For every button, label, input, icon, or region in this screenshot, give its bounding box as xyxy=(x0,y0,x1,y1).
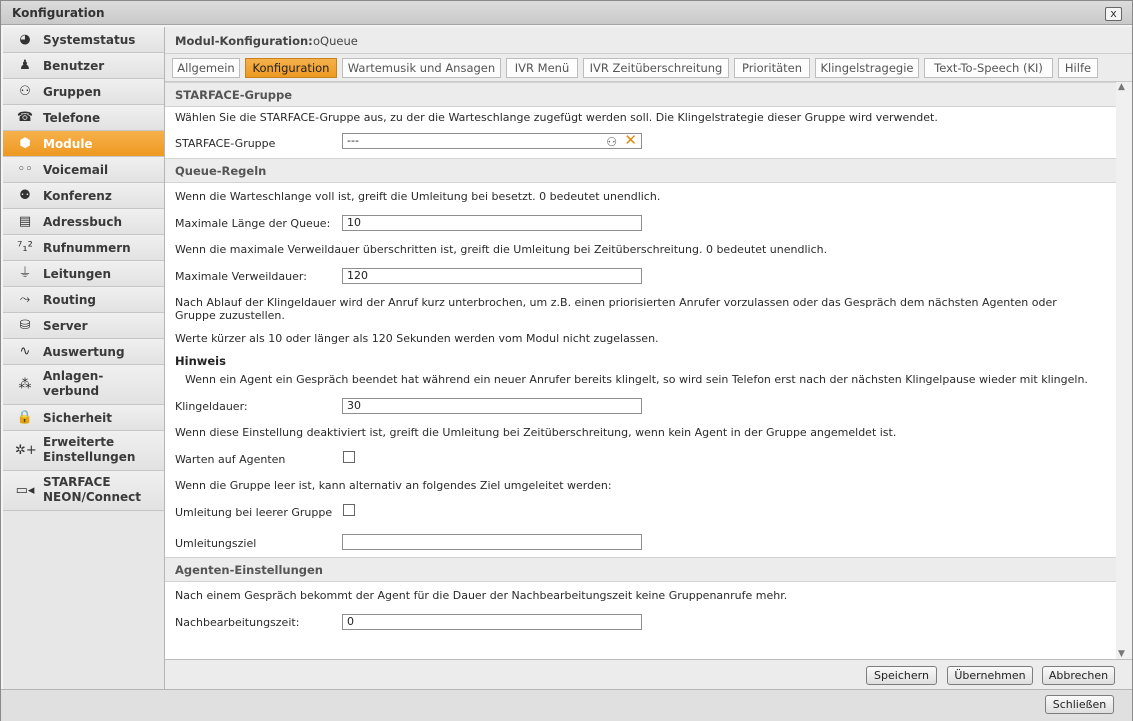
module-name: oQueue xyxy=(313,34,358,48)
group-description: Wählen Sie die STARFACE-Gruppe aus, zu der die Warteschlange zugefügt werden soll. Die Klingelstrategie dieser Gruppe wird verwendet. xyxy=(175,111,938,124)
plug-icon: ⏚ xyxy=(18,266,32,281)
tab-item[interactable]: Hilfe xyxy=(1058,58,1098,78)
clear-icon[interactable]: ✕ xyxy=(624,131,637,149)
advanced-settings-icon: ✲+ xyxy=(15,443,37,458)
sidebar-item[interactable] xyxy=(3,131,164,157)
config-content xyxy=(165,82,1116,659)
cube-icon: ⬢ xyxy=(19,136,31,151)
sidebar-item[interactable] xyxy=(3,365,164,405)
sidebar-item[interactable] xyxy=(3,261,164,287)
sidebar-item-label: Auswertung xyxy=(43,345,125,359)
content-scrollbar[interactable] xyxy=(1116,82,1132,659)
section-queue-header xyxy=(165,158,1116,183)
group-icon: ⚇ xyxy=(19,84,31,99)
close-button[interactable]: Schließen xyxy=(1045,695,1114,714)
sidebar-item[interactable] xyxy=(3,431,164,471)
action-footer xyxy=(165,659,1132,689)
max-stay-input[interactable]: 120 xyxy=(342,268,642,284)
tab-item[interactable]: Prioritäten xyxy=(734,58,810,78)
addressbook-icon: ▤ xyxy=(18,214,32,229)
camera-icon: ▭◂ xyxy=(15,483,35,498)
sidebar xyxy=(3,27,165,689)
sidebar-item-label: Voicemail xyxy=(43,163,109,177)
tab-item[interactable]: IVR Menü xyxy=(506,58,578,78)
sidebar-item-label: Anlagen- xyxy=(43,369,104,383)
redirect-empty-checkbox[interactable] xyxy=(343,504,355,516)
voicemail-icon: ◦◦ xyxy=(17,162,33,177)
tab-item[interactable]: Text-To-Speech (KI) xyxy=(924,58,1053,78)
window-close-button[interactable]: x xyxy=(1105,7,1122,21)
group-field-label: STARFACE-Gruppe xyxy=(175,137,276,150)
sidebar-item-label: STARFACE xyxy=(43,475,111,489)
sidebar-item-label: Gruppen xyxy=(43,85,102,99)
main-panel xyxy=(165,27,1132,689)
max-length-label: Maximale Länge der Queue: xyxy=(175,217,331,230)
max-length-input[interactable]: 10 xyxy=(342,215,642,231)
numbers-icon: ⁷₁² xyxy=(17,240,33,255)
tab-item[interactable]: Konfiguration xyxy=(245,58,337,78)
sidebar-item-label: Benutzer xyxy=(43,59,105,73)
sidebar-item[interactable] xyxy=(3,79,164,105)
sidebar-item-label: Systemstatus xyxy=(43,33,136,47)
sidebar-item-label: Leitungen xyxy=(43,267,111,281)
module-header xyxy=(165,27,1132,54)
section-queue-title: Queue-Regeln xyxy=(175,164,267,178)
server-icon: ⛁ xyxy=(19,318,31,333)
window-bottombar xyxy=(1,689,1132,721)
redirect-target-label: Umleitungsziel xyxy=(175,537,257,550)
save-button[interactable]: Speichern xyxy=(866,666,937,685)
user-icon: ♟ xyxy=(19,58,31,73)
sidebar-item-label: Routing xyxy=(43,293,97,307)
tab-item[interactable]: Klingelstragegie xyxy=(815,58,919,78)
hint-text: Wenn ein Agent ein Gespräch beendet hat während ein neuer Anrufer bereits klingelt, so wird sein Telefon erst nach der nächsten Klingelpause wieder mit klingeln. xyxy=(185,373,1088,386)
ring-duration-label: Klingeldauer: xyxy=(175,400,248,413)
window-title: Konfiguration xyxy=(12,6,105,20)
phone-icon: ☎ xyxy=(16,110,34,125)
chart-icon: ∿ xyxy=(19,344,31,359)
queue-desc-agents: Wenn diese Einstellung deaktiviert ist, greift die Umleitung bei Zeitüberschreitung, wenn kein Agent in der Gruppe angemeldet ist. xyxy=(175,426,897,439)
sidebar-item-label: Erweiterte xyxy=(43,435,115,449)
queue-desc-ring: Nach Ablauf der Klingeldauer wird der Anruf kurz unterbrochen, um z.B. einen priorisierten Anrufer vorzulassen oder das Gespräch dem nächsten Agenten oder Gruppe zuzustellen. xyxy=(175,296,1057,322)
section-group-title: STARFACE-Gruppe xyxy=(175,88,293,102)
sidebar-item-label-line2: Einstellungen xyxy=(43,450,136,464)
scroll-down-icon[interactable]: ▼ xyxy=(1118,649,1125,659)
sidebar-item[interactable] xyxy=(3,183,164,209)
sidebar-item[interactable] xyxy=(3,209,164,235)
agent-description: Nach einem Gespräch bekommt der Agent für die Dauer der Nachbearbeitungszeit keine Gruppenanrufe mehr. xyxy=(175,589,788,602)
post-processing-label: Nachbearbeitungszeit: xyxy=(175,616,300,629)
group-select-value: --- xyxy=(347,134,359,147)
module-header-label: Modul-Konfiguration: xyxy=(175,34,313,48)
sidebar-item[interactable] xyxy=(3,53,164,79)
max-stay-label: Maximale Verweildauer: xyxy=(175,270,307,283)
sidebar-item[interactable] xyxy=(3,235,164,261)
post-processing-input[interactable]: 0 xyxy=(342,614,642,630)
hint-title: Hinweis xyxy=(175,354,226,368)
network-icon: ⁂ xyxy=(18,377,32,392)
apply-button[interactable]: Übernehmen xyxy=(947,666,1033,685)
scroll-up-icon[interactable]: ▲ xyxy=(1118,82,1125,92)
sidebar-item[interactable] xyxy=(3,27,164,53)
sidebar-item-label-line2: verbund xyxy=(43,384,100,398)
sidebar-item-label: Rufnummern xyxy=(43,241,131,255)
queue-desc-full: Wenn die Warteschlange voll ist, greift die Umleitung bei besetzt. 0 bedeutet unendlich. xyxy=(175,190,661,203)
sidebar-item[interactable] xyxy=(3,105,164,131)
sidebar-item-label: Adressbuch xyxy=(43,215,123,229)
lock-icon: 🔒 xyxy=(16,410,34,425)
cancel-button[interactable]: Abbrechen xyxy=(1042,666,1115,685)
sidebar-item[interactable] xyxy=(3,313,164,339)
redirect-target-input[interactable] xyxy=(342,534,642,550)
wait-for-agents-checkbox[interactable] xyxy=(343,451,355,463)
sidebar-item-label: Server xyxy=(43,319,88,333)
window-titlebar xyxy=(1,1,1132,25)
redirect-empty-label: Umleitung bei leerer Gruppe xyxy=(175,506,333,519)
sidebar-item-label: Sicherheit xyxy=(43,411,112,425)
tab-bar xyxy=(165,54,1132,82)
sidebar-item-label: Module xyxy=(43,137,93,151)
group-select-field[interactable] xyxy=(342,133,642,149)
conference-icon: ⚉ xyxy=(19,188,31,203)
sidebar-item[interactable] xyxy=(3,471,164,511)
tab-item[interactable]: Allgemein xyxy=(172,58,240,78)
sidebar-item-label: Konferenz xyxy=(43,189,112,203)
queue-desc-limits: Werte kürzer als 10 oder länger als 120 Sekunden werden vom Modul nicht zugelassen. xyxy=(175,332,659,345)
tab-item[interactable]: Wartemusik und Ansagen xyxy=(342,58,501,78)
sidebar-item-label: Telefone xyxy=(43,111,101,125)
sidebar-item-label-line2: NEON/Connect xyxy=(43,490,141,504)
queue-desc-timeout: Wenn die maximale Verweildauer überschritten ist, greift die Umleitung bei Zeitüberschreitung. 0 bedeutet unendlich. xyxy=(175,243,828,256)
group-picker-icon[interactable]: ⚇ xyxy=(606,135,617,149)
ring-duration-input[interactable]: 30 xyxy=(342,398,642,414)
wait-for-agents-label: Warten auf Agenten xyxy=(175,453,286,466)
tab-item[interactable]: IVR Zeitüberschreitung xyxy=(583,58,729,78)
sidebar-item[interactable] xyxy=(3,405,164,431)
section-group-header xyxy=(165,82,1116,107)
sidebar-item[interactable] xyxy=(3,287,164,313)
gauge-icon: ◕ xyxy=(19,32,31,47)
routing-icon: ⤳ xyxy=(19,292,31,307)
sidebar-item[interactable] xyxy=(3,339,164,365)
sidebar-item[interactable] xyxy=(3,157,164,183)
section-agent-title: Agenten-Einstellungen xyxy=(175,563,323,577)
queue-desc-empty: Wenn die Gruppe leer ist, kann alternativ an folgendes Ziel umgeleitet werden: xyxy=(175,479,612,492)
section-agent-header xyxy=(165,557,1116,582)
